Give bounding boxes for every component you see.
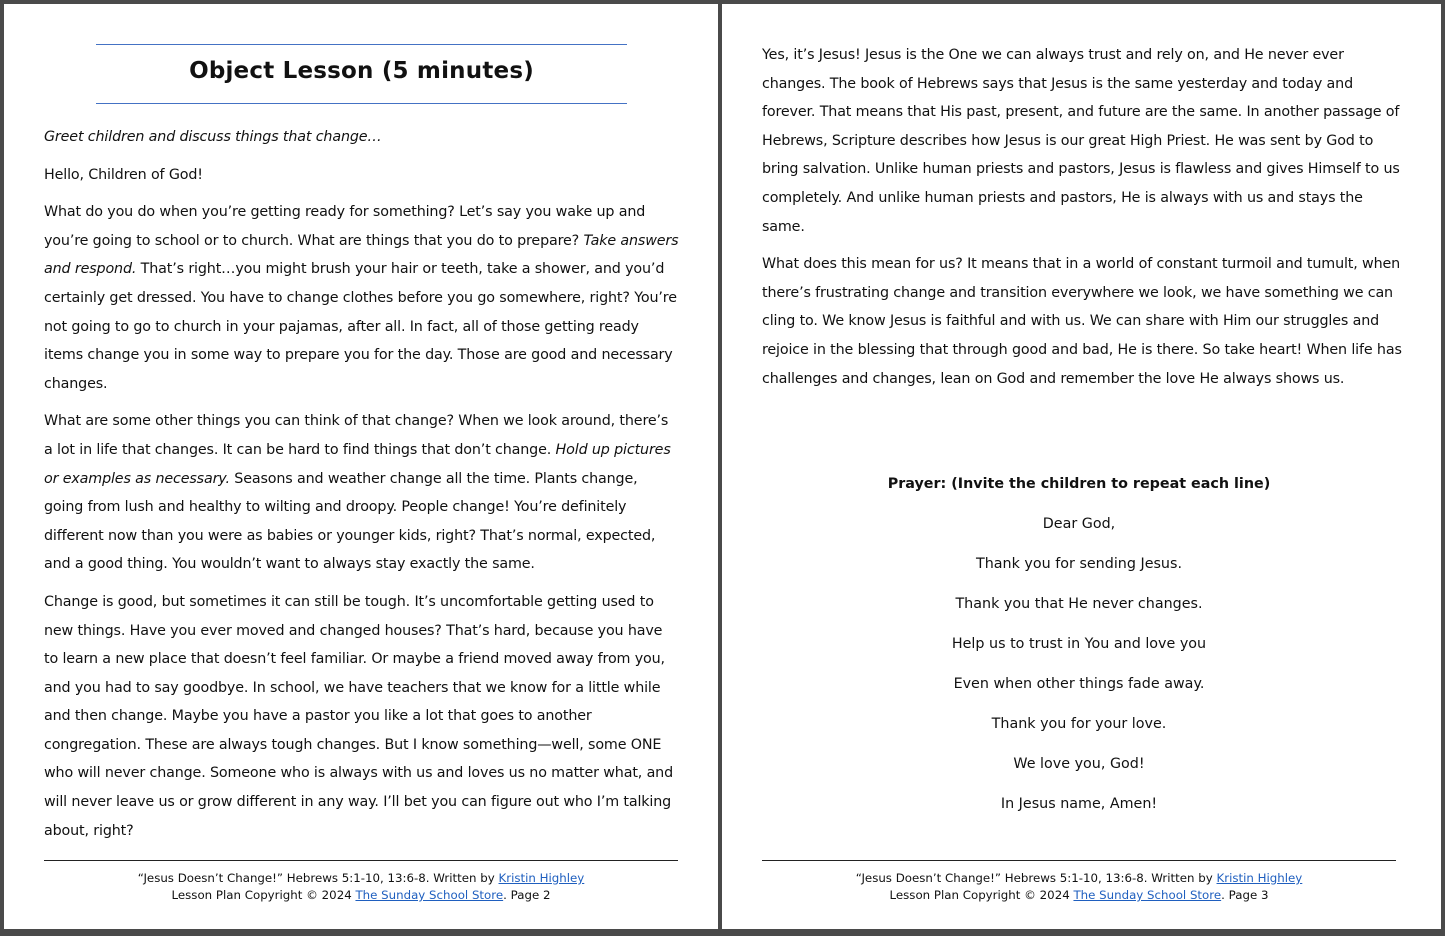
- prayer-line: In Jesus name, Amen!: [1000, 796, 1158, 812]
- page-title: Object Lesson (5 minutes): [189, 58, 534, 84]
- prayer-line: Thank you for sending Jesus.: [975, 556, 1182, 572]
- paragraph-text: Seasons and weather change all the time. Plants change, going from lush and healthy to wilting and droopy. People change! You’re definitely different now than you were as babies or younger kids, right? That’s normal, expected, and a good thing. You wouldn’t want to always stay exactly the same.: [44, 470, 656, 573]
- footer-citation: “Jesus Doesn’t Change!” Hebrews 5:1-10, 13:6-8. Written by: [137, 871, 499, 885]
- prayer-heading: Prayer: (Invite the children to repeat each line): [887, 476, 1271, 492]
- store-link[interactable]: The Sunday School Store: [355, 888, 504, 902]
- page-footer: [44, 870, 678, 904]
- paragraph-text: What do you do when you’re getting ready for something? Let’s say you wake up and you’re going to school or to church. What are things that you do to prepare?: [44, 204, 646, 249]
- paragraph-change-is-tough: Change is good, but sometimes it can still be tough. It’s uncomfortable getting used to new things. Have you ever moved and changed houses? That’s hard, because you have to learn a new place that doesn’t feel familiar. Or maybe a friend moved away from you, and you had to say goodbye. In school, we have teachers that we know for a little while and then change. Maybe you have a pastor you like a lot that goes to another congregation. These are always tough changes. But I know something—well, some ONE who will never change. Someone who is always with us and loves us no matter what, and will never leave us or grow different in any way. I’ll bet you can figure out who I’m talking about, right?: [44, 593, 674, 839]
- lesson-body: [44, 123, 680, 854]
- footer-copyright: Lesson Plan Copyright © 2024: [171, 888, 356, 902]
- stage-direction: Hold up pictures or examples as necessary.: [44, 441, 671, 487]
- paragraph-what-this-means: What does this mean for us? It means that in a world of constant turmoil and tumult, when there’s frustrating change and transition everywhere we look, we have something we can cling to. We know Jesus is faithful and with us. We can share with Him our struggles and rejoice in the blessing that through good and bad, He is there. So take heart! When life has challenges and changes, lean on God and remember the love He always shows us.: [762, 256, 1402, 387]
- author-link[interactable]: Kristin Highley: [1216, 871, 1303, 885]
- footer-line-2: [762, 887, 1396, 904]
- footer-line-1: [762, 870, 1396, 887]
- footer-line-2: [44, 887, 678, 904]
- prayer-line: We love you, God!: [1013, 756, 1145, 772]
- paragraph-things-that-change: [44, 407, 680, 579]
- page-footer: [762, 870, 1396, 904]
- prayer-line: Help us to trust in You and love you: [951, 636, 1207, 652]
- intro-instruction: Greet children and discuss things that change…: [44, 129, 382, 145]
- footer-rule: [44, 860, 678, 861]
- footer-citation: “Jesus Doesn’t Change!” Hebrews 5:1-10, 13:6-8. Written by: [855, 871, 1217, 885]
- page-number: . Page 3: [1221, 888, 1269, 902]
- footer-rule: [762, 860, 1396, 861]
- paragraph-text: That’s right…you might brush your hair or teeth, take a shower, and you’d certainly get dressed. You have to change clothes before you go somewhere, right? You’re not going to go to church in your pajamas, after all. In fact, all of those getting ready items change you in some way to prepare you for the day. Those are good and necessary changes.: [44, 261, 677, 392]
- prayer-line: Even when other things fade away.: [953, 676, 1205, 692]
- title-bottom-rule: [96, 103, 627, 104]
- title-top-rule: [96, 44, 627, 45]
- greeting: Hello, Children of God!: [44, 166, 203, 183]
- page-number: . Page 2: [503, 888, 551, 902]
- footer-line-1: [44, 870, 678, 887]
- document-page-2: [4, 4, 718, 929]
- prayer-line: Dear God,: [1042, 516, 1116, 532]
- footer-copyright: Lesson Plan Copyright © 2024: [889, 888, 1074, 902]
- paragraph-text: What are some other things you can think of that change? When we look around, there’s a lot in life that changes. It can be hard to find things that don’t change.: [44, 413, 669, 458]
- stage-direction: Take answers and respond.: [44, 232, 679, 278]
- prayer-section: [762, 474, 1396, 834]
- store-link[interactable]: The Sunday School Store: [1073, 888, 1222, 902]
- lesson-body: [762, 41, 1402, 402]
- paragraph-getting-ready: [44, 198, 680, 398]
- author-link[interactable]: Kristin Highley: [498, 871, 585, 885]
- paragraph-jesus-never-changes: Yes, it’s Jesus! Jesus is the One we can always trust and rely on, and He never ever changes. The book of Hebrews says that Jesus is the same yesterday and today and forever. That means that His past, present, and future are the same. In another passage of Hebrews, Scripture describes how Jesus is our great High Priest. He was sent by God to bring salvation. Unlike human priests and pastors, Jesus is flawless and gives Himself to us completely. And unlike human priests and pastors, He is always with us and stays the same.: [762, 47, 1400, 235]
- prayer-line: Thank you that He never changes.: [955, 596, 1203, 612]
- document-page-3: [722, 4, 1441, 929]
- prayer-line: Thank you for your love.: [991, 716, 1167, 732]
